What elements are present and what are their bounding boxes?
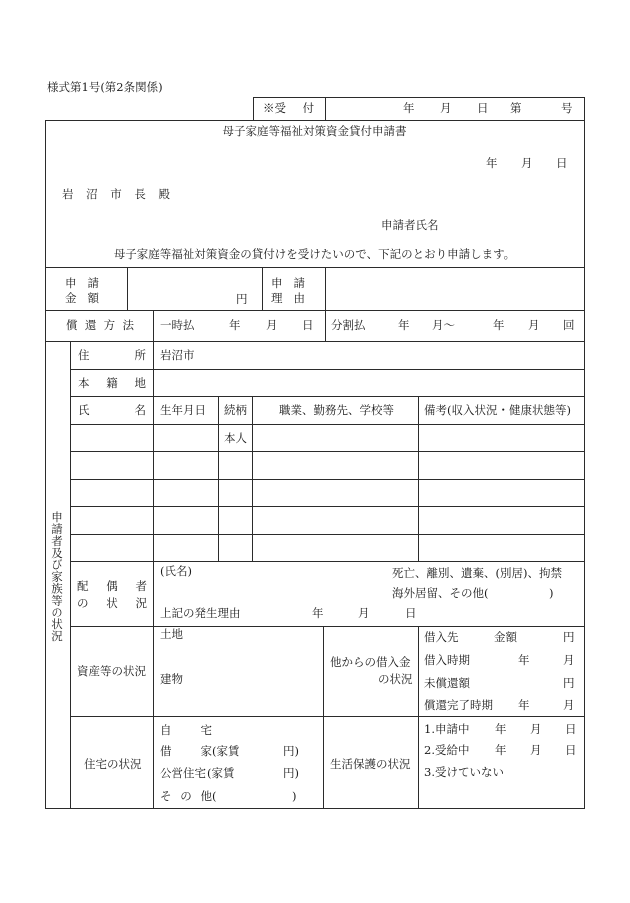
installment-label: 分割払 [331, 318, 366, 332]
declaration-text: 母子家庭等福祉対策資金の貸付けを受けたいので、下記のとおり申請します。 [113, 247, 516, 261]
family-row [70, 479, 584, 506]
family-section-label: 申請者及び家族等の状況 [50, 511, 64, 642]
welfare-label: 生活保護の状況 [330, 757, 411, 771]
family-header-remarks: 備考(収入状況・健康状態等) [424, 403, 571, 417]
address-value: 岩沼市 [160, 348, 195, 362]
address-label: 住 所 [78, 348, 146, 362]
lender-label: 借入先 [424, 630, 459, 644]
family-row-relation: 本人 [224, 431, 247, 445]
welfare-applying-year: 年 [495, 722, 507, 736]
lump-sum-label: 一時払 [160, 318, 195, 332]
loan-amount-unit: 円 [236, 292, 248, 306]
spouse-cause-month: 月 [358, 606, 370, 620]
lender-amount-unit: 円 [563, 630, 575, 644]
completion-label: 償還完了時期 [424, 698, 493, 712]
spouse-status-label-line2: の 状 況 [77, 596, 147, 610]
loan-period-month: 月 [563, 653, 575, 667]
receipt-label: ※受 付 [263, 101, 315, 115]
family-row [70, 424, 584, 451]
outstanding-label: 未償還額 [424, 676, 470, 690]
application-date-day: 日 [556, 156, 568, 170]
welfare-receiving-year: 年 [495, 743, 507, 757]
receipt-day: 日 [477, 101, 489, 115]
family-header-occupation: 職業、勤務先、学校等 [279, 403, 394, 417]
welfare-receiving-month: 月 [530, 743, 542, 757]
loan-amount-sub-label: 金額 [494, 630, 517, 644]
completion-year: 年 [518, 698, 530, 712]
loan-period-label: 借入時期 [424, 653, 470, 667]
welfare-receiving-day: 日 [565, 743, 577, 757]
spouse-reasons-line1: 死亡、離別、遺棄、(別居)、拘禁 [392, 566, 562, 580]
loan-amount-label-line2: 金 額 [65, 291, 99, 305]
spouse-cause-label: 上記の発生理由 [160, 606, 241, 620]
assets-building: 建物 [160, 672, 183, 686]
assets-land: 土地 [160, 627, 183, 641]
housing-other-close: ) [292, 789, 297, 803]
family-row [70, 534, 584, 561]
application-date-year: 年 [486, 156, 498, 170]
family-header-name: 氏 名 [78, 403, 146, 417]
family-row [70, 451, 584, 479]
loan-reason-label-line2: 理 由 [271, 291, 305, 305]
installment-from-month: 月〜 [432, 318, 455, 332]
receipt-year: 年 [403, 101, 415, 115]
family-header-birthdate: 生年月日 [160, 403, 206, 417]
receipt-month: 月 [440, 101, 452, 115]
assets-label: 資産等の状況 [77, 664, 146, 678]
loan-period-year: 年 [518, 653, 530, 667]
installment-to-month: 月 [528, 318, 540, 332]
spouse-status-label-line1: 配 偶 者 [77, 579, 147, 593]
form-number: 様式第1号(第2条関係) [47, 80, 163, 94]
spouse-cause-year: 年 [312, 606, 324, 620]
applicant-name-label: 申請者氏名 [381, 218, 439, 232]
lump-sum-year: 年 [229, 318, 241, 332]
addressee: 岩 沼 市 長 殿 [62, 187, 170, 201]
spouse-reasons-line2: 海外居留、その他( [392, 586, 489, 600]
housing-own: 自 宅 [160, 723, 212, 737]
completion-month: 月 [563, 698, 575, 712]
spouse-cause-day: 日 [405, 606, 417, 620]
welfare-applying-day: 日 [565, 722, 577, 736]
family-header-relation: 続柄 [224, 403, 247, 417]
lump-sum-day: 日 [302, 318, 314, 332]
receipt-number-suffix: 号 [561, 101, 573, 115]
housing-other: そ の 他 [160, 789, 212, 803]
application-date-month: 月 [521, 156, 533, 170]
installment-count: 回 [563, 318, 575, 332]
housing-public: 公営住宅 [160, 766, 206, 780]
housing-rented-rent: (家賃 [212, 744, 240, 758]
housing-other-open: ( [212, 789, 217, 803]
repayment-label: 償 還 方 法 [66, 318, 134, 332]
housing-label: 住宅の状況 [84, 757, 142, 771]
housing-rented-rent-unit: 円) [283, 744, 299, 758]
housing-public-rent-unit: 円) [283, 766, 299, 780]
registered-domicile-field [153, 369, 584, 396]
family-row [70, 506, 584, 534]
installment-from-year: 年 [398, 318, 410, 332]
loan-reason-label-line1: 申 請 [271, 276, 305, 290]
lump-sum-month: 月 [266, 318, 278, 332]
housing-rented: 借 家 [160, 744, 212, 758]
installment-to-year: 年 [493, 318, 505, 332]
welfare-option-applying: 1.申請中 [424, 722, 470, 736]
other-loans-label-line2: の状況 [378, 672, 413, 686]
other-loans-label-line1: 他からの借入金 [330, 655, 411, 669]
form-title: 母子家庭等福祉対策資金貸付申請書 [222, 124, 407, 138]
spouse-name-label: (氏名) [160, 564, 192, 578]
loan-reason-field [325, 267, 584, 310]
outstanding-unit: 円 [563, 676, 575, 690]
welfare-option-not-receiving: 3.受けていない [424, 765, 504, 779]
spouse-reasons-line2-close: ) [549, 586, 554, 600]
registered-domicile-label: 本 籍 地 [78, 376, 146, 390]
receipt-number-prefix: 第 [510, 101, 522, 115]
housing-public-rent: (家賃 [207, 766, 235, 780]
welfare-applying-month: 月 [530, 722, 542, 736]
loan-amount-label-line1: 申 請 [65, 276, 99, 290]
welfare-option-receiving: 2.受給中 [424, 743, 470, 757]
